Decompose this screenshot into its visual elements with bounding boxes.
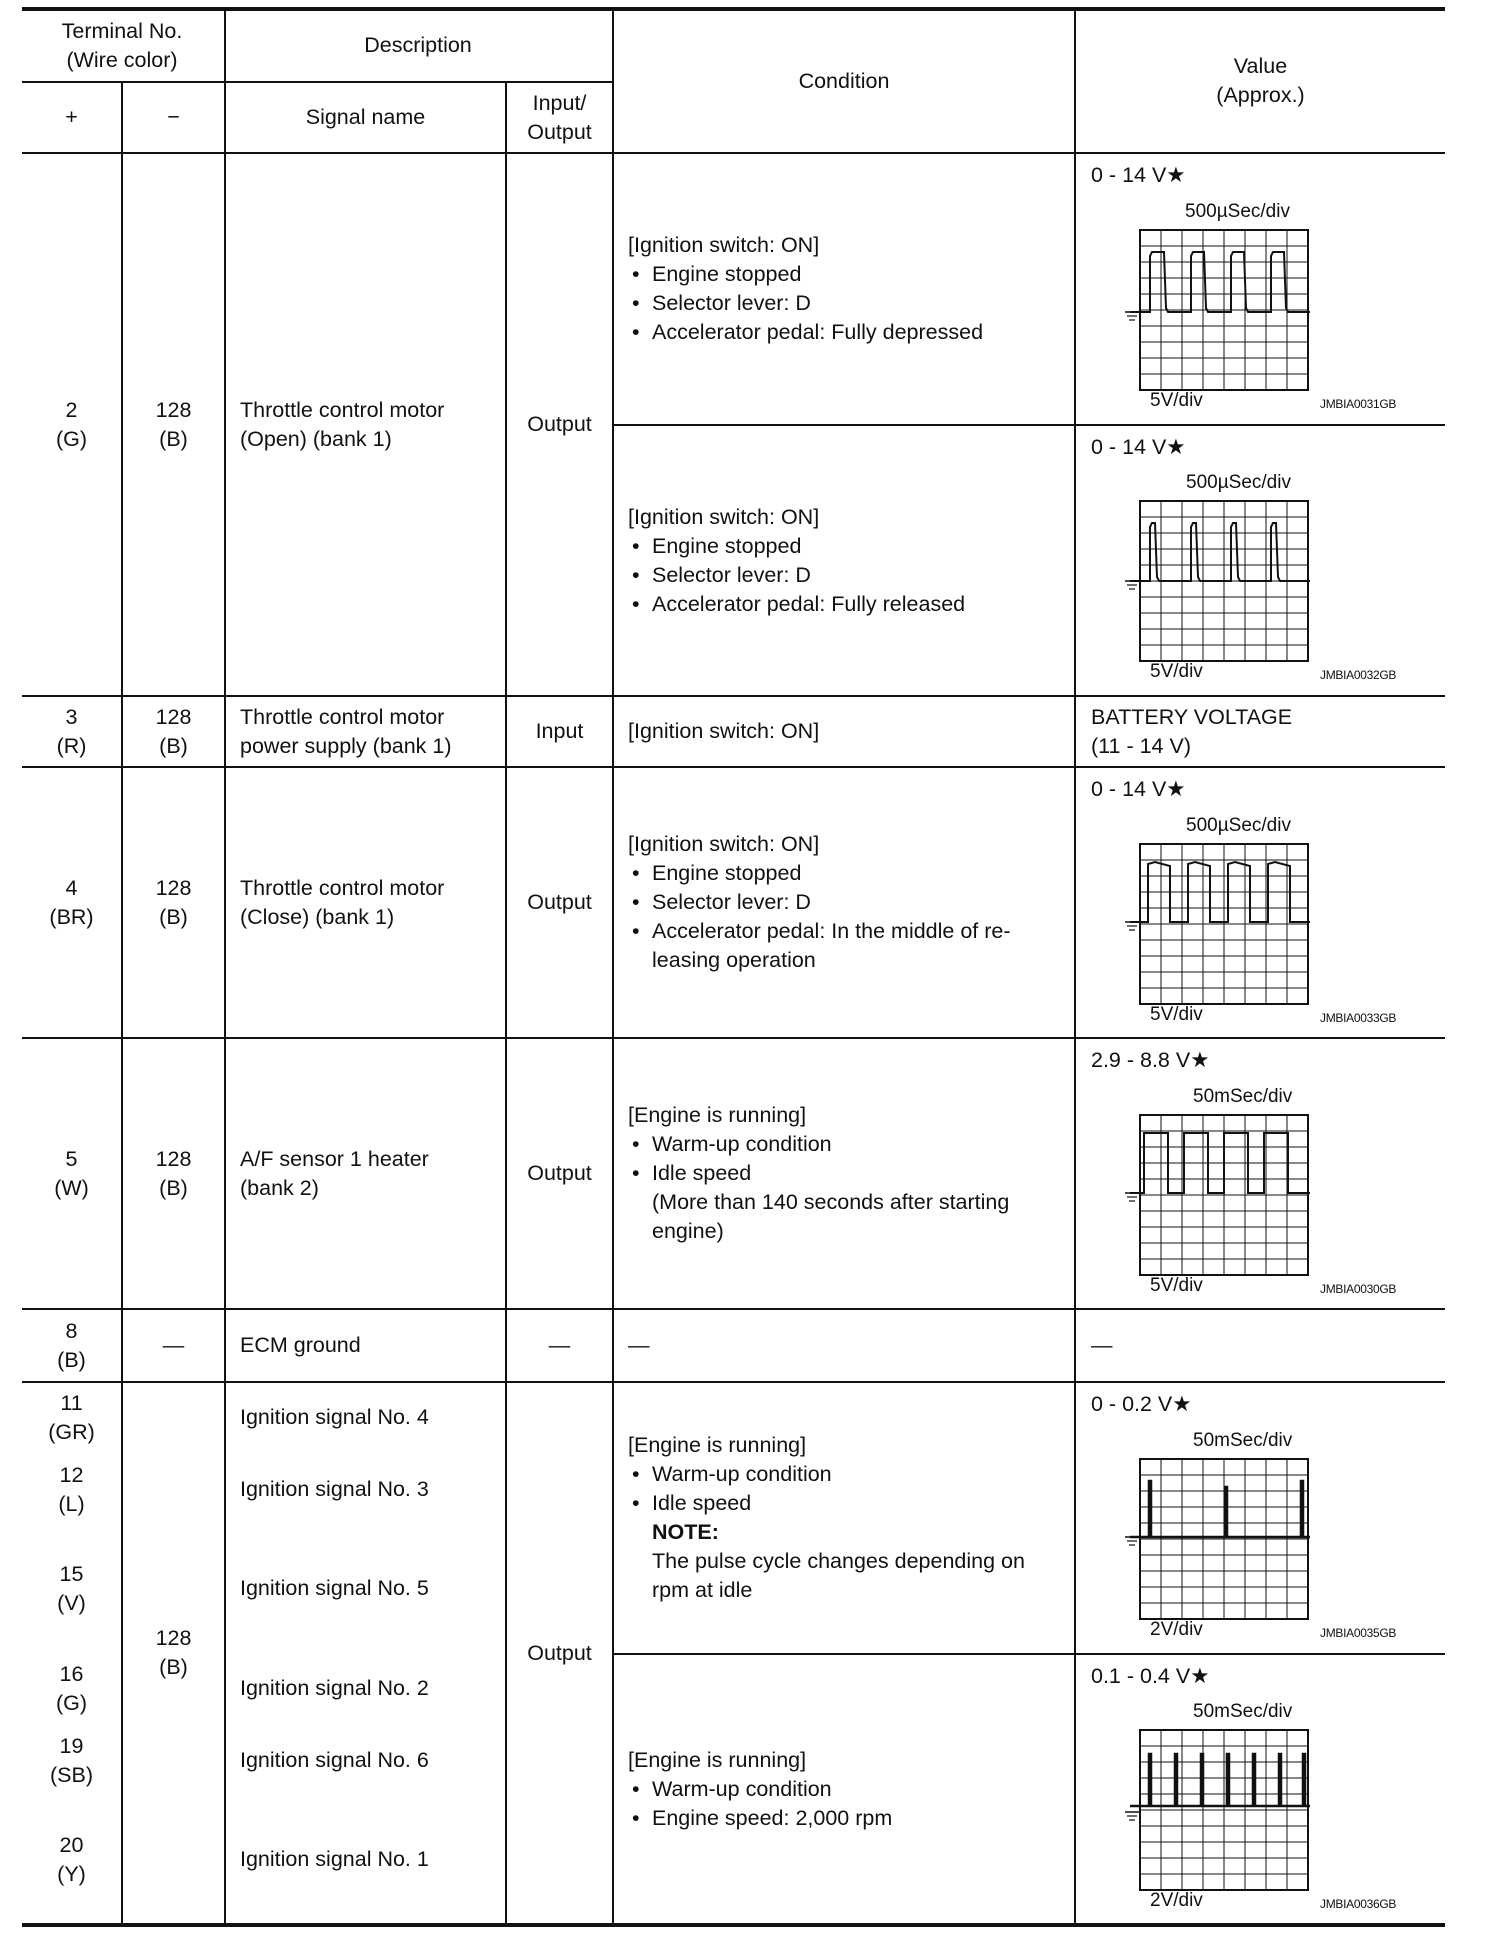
scope5-trace xyxy=(1130,1481,1310,1537)
header-plus: + xyxy=(65,105,78,129)
scope4-id: JMBIA0030GB xyxy=(1320,1282,1397,1296)
scope6-grid xyxy=(1140,1730,1308,1890)
scope1-id: JMBIA0031GB xyxy=(1320,397,1397,411)
row6-condition-a: [Engine is running] • Warm-up condition • Idle speed NOTE: The pulse cycle changes depending on rpm at idle xyxy=(628,1383,1068,1653)
scope3-time: 500µSec/div xyxy=(1186,815,1291,836)
row5-minus: — xyxy=(162,1333,185,1357)
row3-value: 0 - 14 V★ xyxy=(1091,777,1186,801)
scope6-volt: 2V/div xyxy=(1150,1890,1203,1911)
header-description: Description xyxy=(364,33,472,57)
row6b-value: 0.1 - 0.4 V★ xyxy=(1091,1664,1210,1688)
row1-signal: Throttle control motor (Open) (bank 1) xyxy=(240,397,445,451)
header-value: Value (Approx.) xyxy=(1216,54,1305,107)
scope6-id: JMBIA0036GB xyxy=(1320,1897,1397,1911)
row4-plus: 5 (W) xyxy=(54,1146,89,1200)
scope3-volt: 5V/div xyxy=(1150,1004,1203,1025)
row1b-value: 0 - 14 V★ xyxy=(1091,435,1186,459)
row6-condition-b: [Engine is running] • Warm-up condition • Engine speed: 2,000 rpm xyxy=(628,1655,1068,1923)
scope2-graph xyxy=(1125,493,1315,663)
row3-minus: 128 (B) xyxy=(155,875,192,929)
ground-icon xyxy=(1125,312,1139,320)
scope5-time: 50mSec/div xyxy=(1193,1430,1293,1451)
scope2-trace xyxy=(1130,523,1310,581)
scope1-graph xyxy=(1125,222,1315,392)
row6-plus-12: 12 (L) xyxy=(58,1463,85,1516)
row5-io: — xyxy=(548,1333,571,1357)
scope6-graph xyxy=(1125,1722,1315,1892)
row4-value: 2.9 - 8.8 V★ xyxy=(1091,1048,1210,1072)
rule-col2 xyxy=(224,9,226,1924)
row5-condition: — xyxy=(628,1333,650,1357)
row3-io: Output xyxy=(527,890,592,914)
scope2-time: 500µSec/div xyxy=(1186,472,1291,493)
rule-col5 xyxy=(1074,9,1076,1924)
row1-io: Output xyxy=(527,412,592,436)
scope5-graph xyxy=(1125,1451,1315,1621)
header-minus: − xyxy=(167,105,180,129)
row6-signal-1: Ignition signal No. 1 xyxy=(240,1847,429,1871)
scope4-time: 50mSec/div xyxy=(1193,1086,1293,1107)
row4-signal: A/F sensor 1 heater (bank 2) xyxy=(240,1146,429,1200)
header-condition: Condition xyxy=(798,68,890,93)
row1-plus: 2 (G) xyxy=(55,397,88,451)
row3-signal: Throttle control motor (Close) (bank 1) xyxy=(240,875,445,929)
ground-icon xyxy=(1125,581,1139,589)
scope6-time: 50mSec/div xyxy=(1193,1701,1293,1722)
row1-condition-b: [Ignition switch: ON] • Engine stopped • Selector lever: D • Accelerator pedal: Fully released xyxy=(628,426,1068,695)
scope2-volt: 5V/div xyxy=(1150,661,1203,682)
scope3-graph xyxy=(1125,836,1315,1006)
row4-condition: [Engine is running] • Warm-up condition • Idle speed (More than 140 seconds after starting engine) xyxy=(628,1039,1068,1308)
row6-plus-15: 15 (V) xyxy=(57,1562,86,1615)
row4-io: Output xyxy=(527,1161,592,1185)
ground-icon xyxy=(1125,1812,1139,1820)
scope3-grid xyxy=(1140,844,1308,1004)
row2-minus: 128 (B) xyxy=(155,704,192,758)
row2-value: BATTERY VOLTAGE (11 - 14 V) xyxy=(1091,704,1293,758)
row6-signal-4: Ignition signal No. 4 xyxy=(240,1405,429,1429)
row6-plus-11: 11 (GR) xyxy=(48,1391,95,1444)
scope2-id: JMBIA0032GB xyxy=(1320,668,1397,682)
row1a-value: 0 - 14 V★ xyxy=(1091,163,1186,187)
row1-minus: 128 (B) xyxy=(155,397,192,451)
ground-icon xyxy=(1125,922,1139,930)
header-signal-name: Signal name xyxy=(305,105,426,129)
row6a-value: 0 - 0.2 V★ xyxy=(1091,1392,1192,1416)
ground-icon xyxy=(1125,1193,1139,1201)
scope3-id: JMBIA0033GB xyxy=(1320,1011,1397,1025)
row5-signal: ECM ground xyxy=(240,1333,361,1357)
row1-condition-a: [Ignition switch: ON] • Engine stopped • Selector lever: D • Accelerator pedal: Fully depressed xyxy=(628,154,1068,424)
scope5-id: JMBIA0035GB xyxy=(1320,1626,1397,1640)
row6-signal-2: Ignition signal No. 2 xyxy=(240,1676,429,1700)
header-io: Input/ Output xyxy=(527,90,592,144)
scope1-trace xyxy=(1130,252,1310,312)
row3-condition: [Ignition switch: ON] • Engine stopped • Selector lever: D • Accelerator pedal: In the middle of re- leasing operation xyxy=(628,768,1068,1037)
row3-plus: 4 (BR) xyxy=(49,875,94,929)
row2-plus: 3 (R) xyxy=(56,704,87,758)
row6-signal-5: Ignition signal No. 5 xyxy=(240,1576,429,1600)
header-terminal-no: Terminal No. (Wire color) xyxy=(61,18,183,72)
scope1-time: 500µSec/div xyxy=(1185,201,1290,222)
row2-io: Input xyxy=(535,719,584,743)
row6-io: Output xyxy=(527,1640,592,1665)
row2-signal: Throttle control motor power supply (bank 1) xyxy=(240,704,452,758)
row6-plus-16: 16 (G) xyxy=(55,1662,88,1715)
row4-minus: 128 (B) xyxy=(155,1146,192,1200)
scope5-volt: 2V/div xyxy=(1150,1619,1203,1640)
row6-plus-19: 19 (SB) xyxy=(50,1734,93,1787)
scope5-grid xyxy=(1140,1459,1308,1619)
rule-bottom xyxy=(22,1923,1445,1927)
rule-col4 xyxy=(612,9,614,1924)
row2-condition: [Ignition switch: ON] xyxy=(628,719,820,743)
row6-minus: 128 (B) xyxy=(155,1626,192,1679)
row5-value: — xyxy=(1091,1333,1113,1357)
row6-signal-6: Ignition signal No. 6 xyxy=(240,1748,429,1772)
row6-plus-20: 20 (Y) xyxy=(57,1833,86,1886)
row6-signal-3: Ignition signal No. 3 xyxy=(240,1477,429,1501)
scope1-grid xyxy=(1140,230,1308,390)
scope1-volt: 5V/div xyxy=(1150,390,1203,411)
row5-plus: 8 (B) xyxy=(57,1318,86,1372)
scope4-graph xyxy=(1125,1107,1315,1277)
scope4-volt: 5V/div xyxy=(1150,1275,1203,1296)
